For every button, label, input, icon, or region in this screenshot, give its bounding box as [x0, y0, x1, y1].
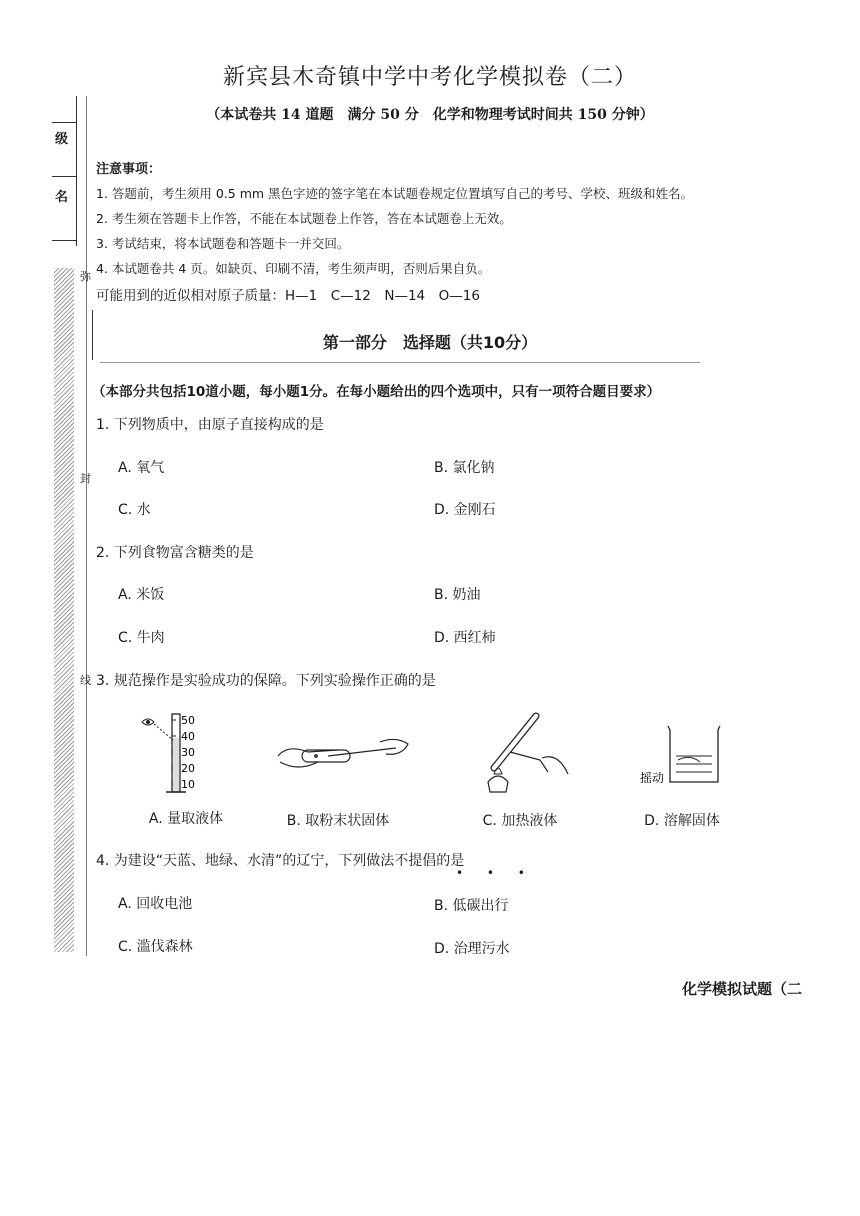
margin-dashed-line	[86, 96, 87, 956]
question-1-option-a: A. 氧气	[118, 460, 165, 476]
question-1-option-c: C. 水	[118, 502, 151, 518]
question-4-option-c: C. 滥伐森林	[118, 939, 193, 955]
seal-char-mi: 弥	[80, 270, 91, 283]
question-2-option-d: D. 西红柿	[434, 630, 496, 646]
notice-item: 2. 考生须在答题卡上作答，不能在本试题卷上作答，答在本试题卷上无效。	[96, 211, 512, 226]
question-3-option-c: C. 加热液体	[482, 813, 558, 829]
cylinder-tick-label: 20	[181, 762, 195, 775]
section-note: （本部分共包括10道小题，每小题1分。在每小题给出的四个选项中，只有一项符合题目要求）	[92, 384, 661, 400]
cylinder-tick-label: 50	[181, 714, 195, 727]
question-2-option-a: A. 米饭	[118, 587, 165, 603]
exam-subtitle: （本试卷共 14 道题 满分 50 分 化学和物理考试时间共 150 分钟）	[206, 107, 654, 123]
test-tube-spatula-illustration	[268, 726, 418, 782]
question-3-option-a: A. 量取液体	[148, 811, 224, 827]
notice-item: 4. 本试题卷共 4 页。如缺页、印刷不清，考生须声明，否则后果自负。	[96, 261, 491, 276]
cylinder-tick-label: 30	[181, 746, 195, 759]
cylinder-tick-label: 10	[181, 778, 195, 791]
question-2-option-b: B. 奶油	[434, 587, 481, 603]
cylinder-tick-label: 40	[181, 730, 195, 743]
question-3-stem: 3. 规范操作是实验成功的保障。下列实验操作正确的是	[96, 673, 436, 689]
exam-title: 新宾县木奇镇中学中考化学模拟卷（二）	[222, 65, 637, 90]
notice-item: 3. 考试结束，将本试题卷和答题卡一并交回。	[96, 236, 350, 251]
seal-hatch-strip	[54, 268, 74, 952]
question-1-stem: 1. 下列物质中，由原子直接构成的是	[96, 417, 324, 433]
margin-rule	[52, 176, 76, 177]
seal-char-xian: 线	[80, 674, 91, 687]
question-1-option-d: D. 金刚石	[434, 502, 496, 518]
question-4-option-d: D. 治理污水	[434, 941, 510, 957]
shake-label: 摇动	[640, 771, 665, 785]
question-3-option-d: D. 溶解固体	[644, 813, 720, 829]
section-underline	[100, 362, 700, 363]
page-footer: 化学模拟试题（二	[681, 980, 802, 998]
notice-heading: 注意事项：	[96, 162, 162, 177]
seal-char-feng: 封	[80, 472, 91, 485]
question-4-option-a: A. 回收电池	[118, 896, 193, 912]
measuring-cylinder-illustration	[136, 710, 206, 796]
class-label: 级	[55, 132, 69, 147]
margin-rule	[52, 240, 76, 241]
emphasis-dots: • • •	[456, 866, 535, 880]
question-2-stem: 2. 下列食物富含糖类的是	[96, 545, 254, 561]
notice-item: 1. 答题前，考生须用 0.5 mm 黑色字迹的签字笔在本试题卷规定位置填写自己的考号、学校、班级和姓名。	[96, 186, 694, 201]
atomic-masses: 可能用到的近似相对原子质量：H—1 C—12 N—14 O—16	[96, 288, 480, 304]
question-1-option-b: B. 氯化钠	[434, 460, 495, 476]
question-3-option-b: B. 取粉末状固体	[286, 813, 390, 829]
section-title: 第一部分 选择题（共10分）	[322, 333, 538, 352]
question-4-stem: 4. 为建设“天蓝、地绿、水清”的辽宁，下列做法不提倡的是	[96, 853, 465, 869]
question-2-option-c: C. 牛肉	[118, 630, 165, 646]
dissolving-solid-illustration	[640, 720, 730, 790]
heating-liquid-illustration	[470, 712, 580, 798]
question-4-option-b: B. 低碳出行	[434, 898, 509, 914]
name-label: 名	[55, 190, 69, 205]
